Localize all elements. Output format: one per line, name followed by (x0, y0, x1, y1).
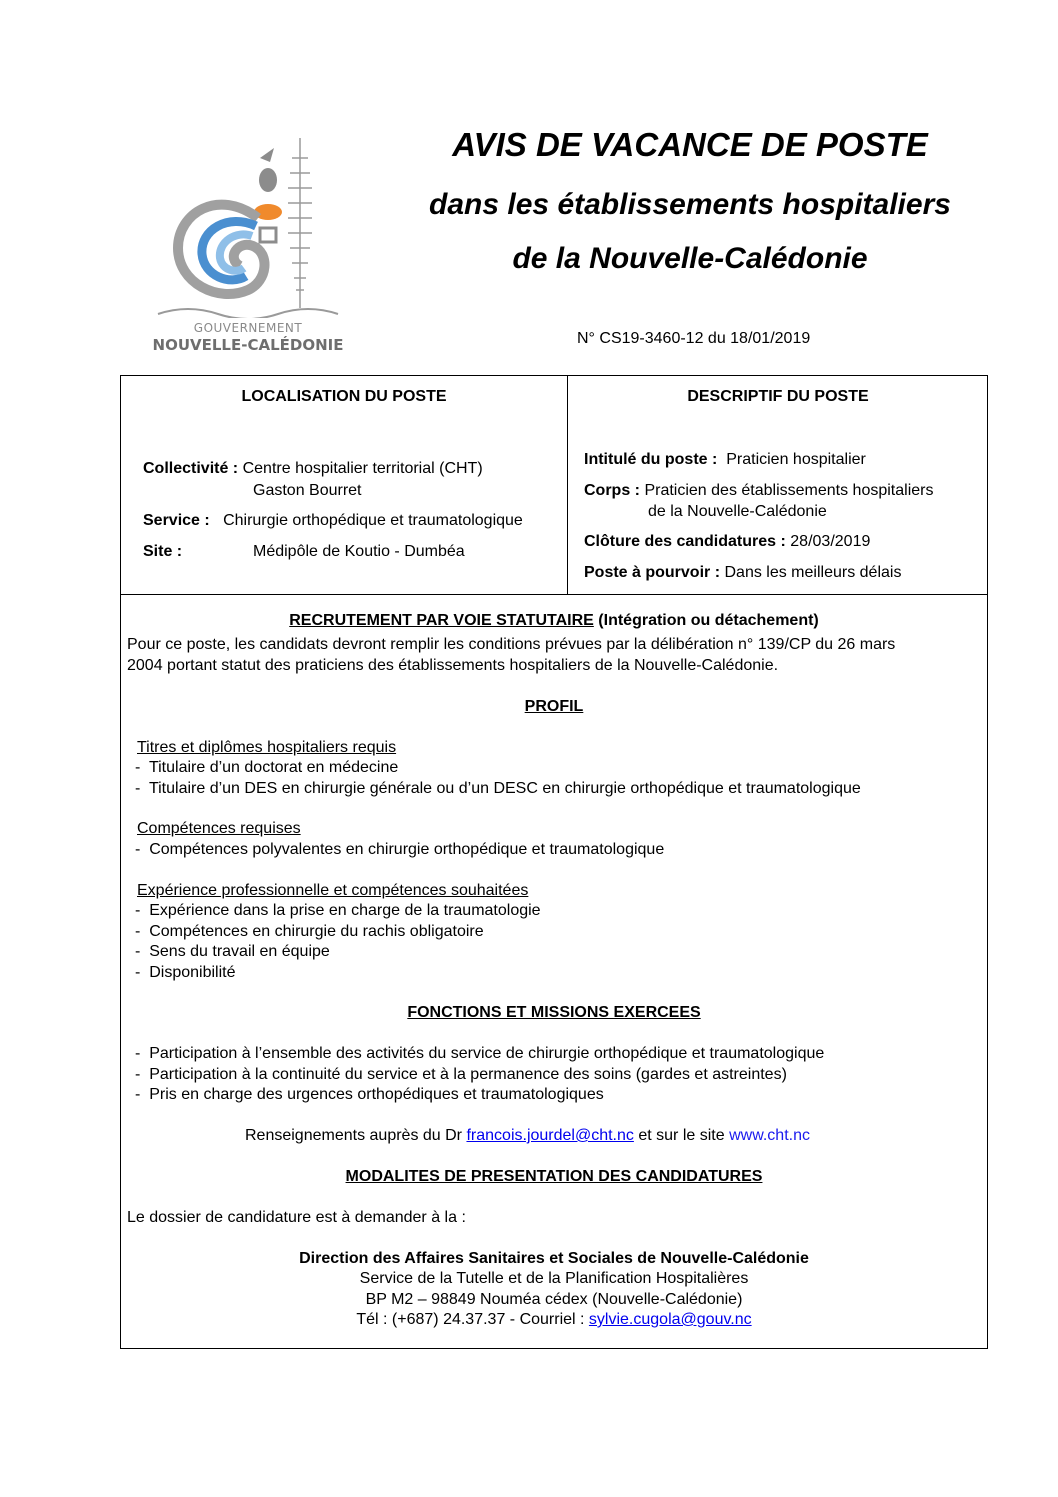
localisation-section (121, 376, 568, 594)
list-item: - Titulaire d’un DES en chirurgie générale ou d’un DESC en chirurgie orthopédique et traumatologique (135, 780, 861, 797)
collectivite-label: Collectivité : (143, 460, 239, 477)
profil-heading: PROFIL (524, 698, 584, 715)
list-item: - Titulaire d’un doctorat en médecine (135, 759, 399, 776)
site-label: Site : (143, 543, 183, 560)
cloture-label: Clôture des candidatures : (584, 533, 786, 550)
poste-value: Dans les meilleurs délais (724, 564, 902, 581)
modalites-heading: MODALITES DE PRESENTATION DES CANDIDATURES (345, 1168, 763, 1185)
corps-value: Praticien des établissements hospitaliers (644, 482, 934, 499)
list-item: - Participation à l’ensemble des activités du service de chirurgie orthopédique et traumatologique (135, 1045, 825, 1062)
corps-value-cont: de la Nouvelle-Calédonie (648, 503, 827, 520)
collectivite-value: Centre hospitalier territorial (CHT) (242, 460, 483, 477)
competences-heading: Compétences requises (137, 820, 301, 837)
service-label: Service : (143, 512, 210, 529)
recrutement-heading: RECRUTEMENT PAR VOIE STATUTAIRE (289, 612, 594, 629)
direction-contact: Tél : (+687) 24.37.37 - Courriel : sylvie.cugola@gouv.nc (356, 1311, 752, 1328)
direction-address: BP M2 – 98849 Nouméa cédex (Nouvelle-Calédonie) (365, 1291, 743, 1308)
corps-label: Corps : (584, 482, 640, 499)
titres-heading: Titres et diplômes hospitaliers requis (137, 739, 397, 756)
contact-email-link[interactable]: francois.jourdel@cht.nc (466, 1127, 634, 1144)
descriptif-section (568, 376, 988, 594)
list-item: - Pris en charge des urgences orthopédiques et traumatologiques (135, 1086, 604, 1103)
page-title: AVIS DE VACANCE DE POSTE (452, 126, 928, 163)
vacancy-notice-frame (120, 375, 988, 1349)
poste-label: Poste à pourvoir : (584, 564, 721, 581)
site-value: Médipôle de Koutio - Dumbéa (253, 543, 465, 560)
recrutement-text-line2: 2004 portant statut des praticiens des établissements hospitaliers de la Nouvelle-Calédonie. (127, 657, 779, 674)
experience-heading: Expérience professionnelle et compétences souhaitées (137, 882, 529, 899)
descriptif-heading: DESCRIPTIF DU POSTE (687, 388, 869, 405)
logo-gouvernement-text: GOUVERNEMENT (193, 321, 303, 335)
cloture-value: 28/03/2019 (790, 533, 871, 550)
modalites-intro: Le dossier de candidature est à demander à la : (127, 1209, 466, 1226)
intitule-value: Praticien hospitalier (726, 451, 866, 468)
collectivite-value-cont: Gaston Bourret (253, 482, 362, 499)
reference-number: N° CS19-3460-12 du 18/01/2019 (577, 330, 811, 347)
government-logo (148, 118, 348, 358)
page-subtitle-line1: dans les établissements hospitaliers (429, 188, 951, 221)
list-item: - Participation à la continuité du service et à la permanence des soins (gardes et astreintes) (135, 1066, 787, 1083)
list-item: - Compétences polyvalentes en chirurgie orthopédique et traumatologique (135, 841, 665, 858)
intitule-label: Intitulé du poste : (584, 451, 718, 468)
service-value: Chirurgie orthopédique et traumatologique (223, 512, 523, 529)
direction-email-link[interactable]: sylvie.cugola@gouv.nc (588, 1311, 752, 1328)
page-subtitle-line2: de la Nouvelle-Calédonie (512, 242, 868, 275)
direction-service: Service de la Tutelle et de la Planification Hospitalières (359, 1270, 749, 1287)
list-item: - Disponibilité (135, 964, 236, 981)
list-item: - Sens du travail en équipe (135, 943, 330, 960)
list-item: - Expérience dans la prise en charge de la traumatologie (135, 902, 541, 919)
website-link[interactable]: www.cht.nc (729, 1127, 810, 1144)
recrutement-text-line1: Pour ce poste, les candidats devront remplir les conditions prévues par la délibération n° 139/CP du 26 mars (127, 636, 896, 653)
fonctions-heading: FONCTIONS ET MISSIONS EXERCEES (407, 1004, 701, 1021)
localisation-heading: LOCALISATION DU POSTE (241, 388, 447, 405)
renseignements-line: Renseignements auprès du Dr francois.jourdel@cht.nc et sur le site www.cht.nc (245, 1127, 810, 1144)
list-item: - Compétences en chirurgie du rachis obligatoire (135, 923, 484, 940)
recrutement-heading-suffix: (Intégration ou détachement) (598, 612, 819, 629)
section-divider (121, 594, 987, 595)
nautilus-emblem-icon (148, 118, 348, 318)
logo-nouvelle-caledonie-text: NOUVELLE-CALÉDONIE (152, 336, 344, 354)
direction-name: Direction des Affaires Sanitaires et Sociales de Nouvelle-Calédonie (299, 1250, 809, 1267)
